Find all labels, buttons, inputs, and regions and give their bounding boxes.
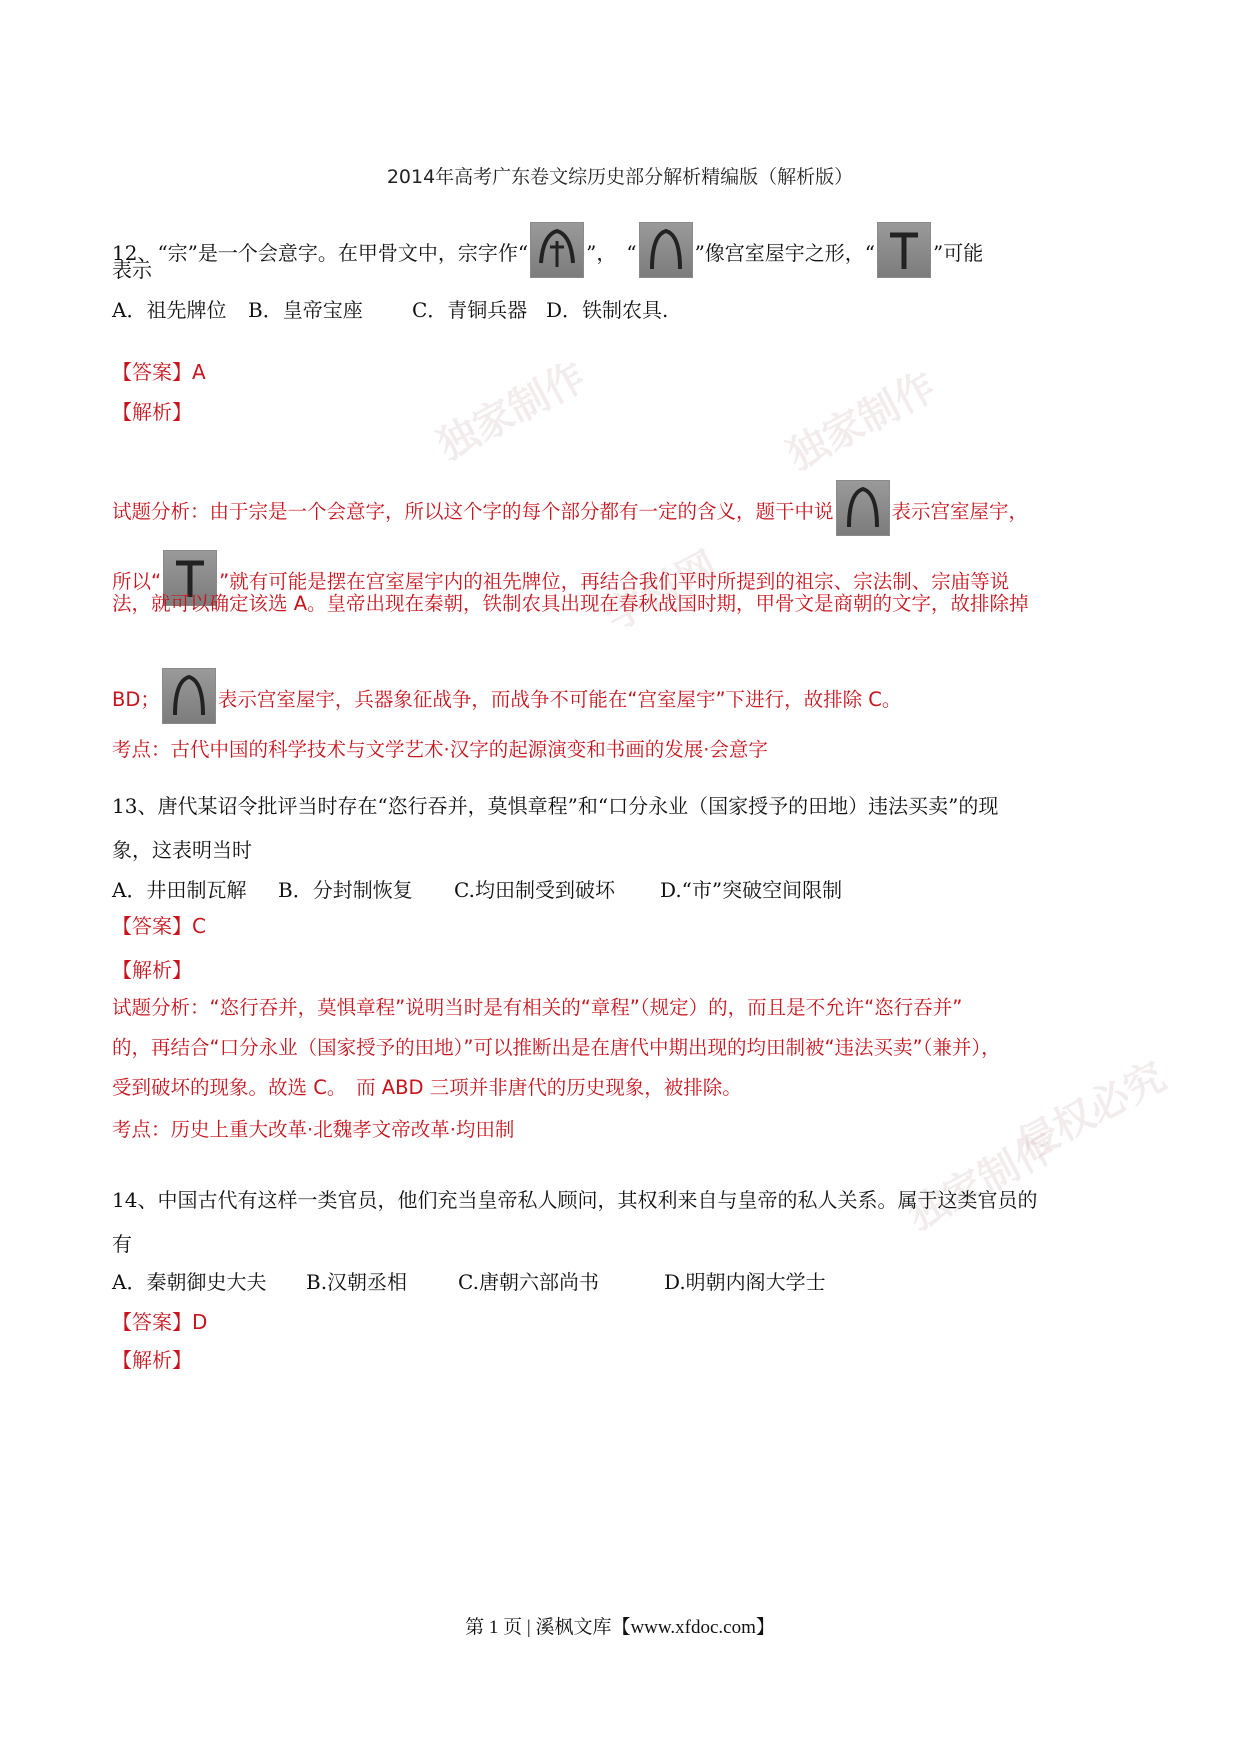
options-12: [112, 296, 1132, 324]
kaodian-13: 考点：历史上重大改革·北魏孝文帝改革·均田制: [112, 1118, 515, 1141]
analysis-label: [112, 398, 1132, 426]
option-d: D．铁制农具.: [546, 298, 669, 322]
option-c: C．青铜兵器: [412, 298, 528, 322]
analysis-text: ”就有可能是摆在宫室屋宇内的祖先牌位，再结合我们平时所提到的祖宗、宗法制、宗庙等说: [219, 570, 1010, 593]
answer-label: 【答案】: [112, 1310, 192, 1334]
analysis-text: 试题分析：由于宗是一个会意字，所以这个字的每个部分都有一定的含义，题干中说: [112, 500, 834, 523]
analysis-text: 表示宫室屋宇，兵器象征战争，而战争不可能在“宫室屋宇”下进行，故排除 C。: [217, 688, 902, 711]
answer-13: [112, 912, 1132, 940]
option-c: C.均田制受到破坏: [454, 878, 615, 902]
analysis-label-text: 【解析】: [112, 1348, 192, 1372]
question-13-stem-2: 象，这表明当时: [112, 838, 252, 862]
option-d: D.明朝内阁大学士: [664, 1270, 826, 1294]
option-a: A．秦朝御史大夫: [112, 1270, 267, 1294]
question-stem: ”， “: [586, 241, 637, 265]
answer-label: 【答案】: [112, 360, 192, 384]
option-c: C.唐朝六部尚书: [458, 1270, 599, 1294]
analysis-text: BD；: [112, 688, 160, 711]
analysis-12-line-1: [112, 480, 1132, 536]
answer-value: C: [192, 914, 206, 938]
question-stem: ”像宫室屋宇之形，“: [694, 241, 876, 265]
oracle-roof-character-image: [836, 480, 890, 536]
question-stem: ”可能: [933, 241, 984, 265]
answer-value: D: [192, 1310, 208, 1334]
question-stem: 12、“宗”是一个会意字。在甲骨文中，宗字作“: [112, 241, 529, 265]
question-12: [112, 222, 1132, 265]
option-b: B.汉朝丞相: [306, 1270, 408, 1294]
answer-label: 【答案】: [112, 914, 192, 938]
analysis-label: [112, 1346, 1132, 1374]
analysis-13-line-2: 的，再结合“口分永业（国家授予的田地）”可以推断出是在唐代中期出现的均田制被“违法买卖”（兼并），: [112, 1036, 1001, 1059]
analysis-label-text: 【解析】: [112, 958, 192, 982]
option-a: A．祖先牌位: [112, 298, 227, 322]
answer-value: A: [192, 360, 206, 384]
question-14-stem-1: 14、中国古代有这样一类官员，他们充当皇帝私人顾问，其权利来自与皇帝的私人关系。属于这类官员的: [112, 1188, 1038, 1212]
analysis-12-line-3: 法，就可以确定该选 A。皇帝出现在秦朝，铁制农具出现在春秋战国时期，甲骨文是商朝的文字，故排除掉: [112, 592, 1029, 615]
option-d: D.“市”突破空间限制: [660, 878, 843, 902]
analysis-13-line-3: 受到破坏的现象。故选 C。 而 ABD 三项并非唐代的历史现象，被排除。: [112, 1076, 742, 1099]
options-13: [112, 876, 1132, 904]
answer-12: [112, 358, 1132, 386]
oracle-roof-character-image: [162, 668, 216, 724]
watermark: 侵权必究: [1010, 1053, 1174, 1170]
option-a: A．井田制瓦解: [112, 878, 247, 902]
analysis-13-line-1: 试题分析：“恣行吞并，莫惧章程”说明当时是有相关的“章程”（规定）的，而且是不允许“恣行吞并”: [112, 996, 963, 1019]
question-13-stem-1: 13、唐代某诏令批评当时存在“恣行吞并，莫惧章程”和“口分永业（国家授予的田地）违法买卖”的现: [112, 794, 999, 818]
question-14-stem-2: 有: [112, 1232, 132, 1256]
watermark: 独家制作: [430, 353, 594, 470]
answer-14: [112, 1308, 1132, 1336]
document-title: 2014年高考广东卷文综历史部分解析精编版（解析版）: [386, 166, 854, 188]
watermark: 独家制作: [900, 1123, 1064, 1240]
analysis-label-text: 【解析】: [112, 400, 192, 424]
analysis-text: 表示宫室屋宇，: [891, 500, 1029, 523]
watermark: 独家制作: [780, 363, 944, 480]
analysis-label: [112, 956, 1132, 984]
question-stem: 表示: [112, 258, 152, 282]
analysis-12-line-4: [112, 668, 1132, 724]
page-footer: 第 1 页 | 溪枫文库【www.xfdoc.com】: [465, 1617, 775, 1638]
analysis-text: 所以“: [112, 570, 162, 593]
option-b: B．皇帝宝座: [248, 298, 363, 322]
options-14: [112, 1268, 1132, 1296]
option-b: B．分封制恢复: [278, 878, 413, 902]
kaodian-12: 考点：古代中国的科学技术与文学艺术·汉字的起源演变和书画的发展·会意字: [112, 738, 768, 761]
watermark: 学科网: [597, 543, 726, 641]
